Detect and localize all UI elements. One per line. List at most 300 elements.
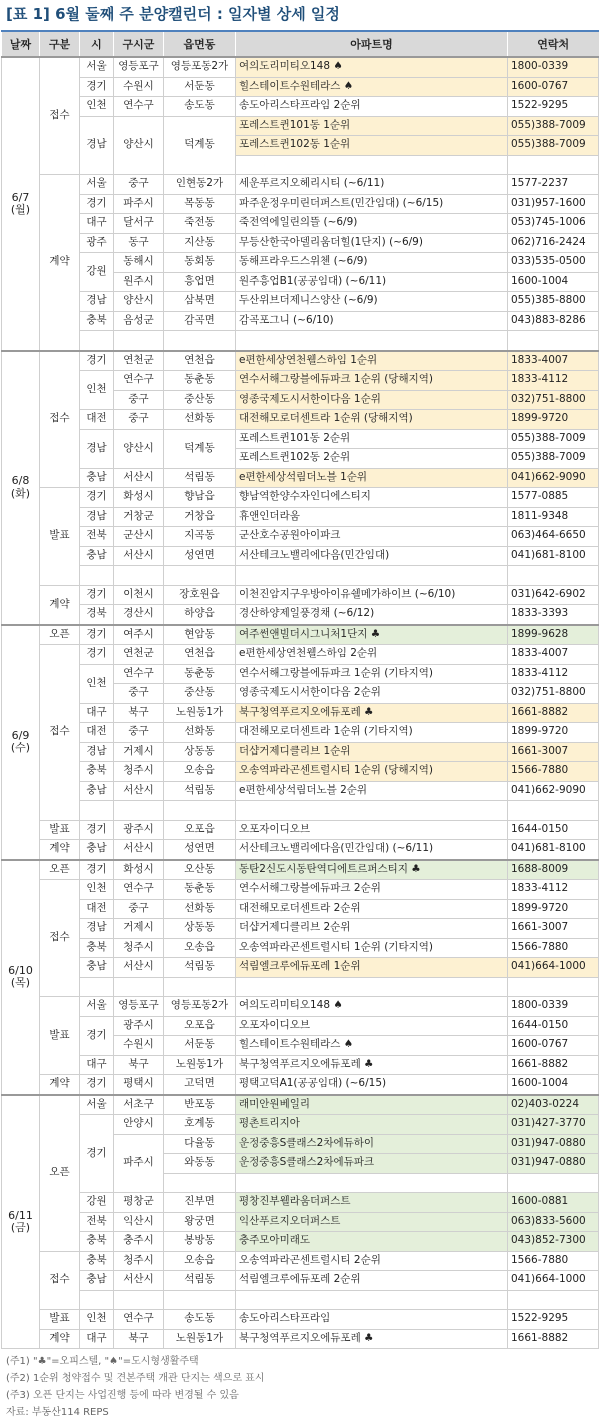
city-cell: 경기 [80, 351, 114, 371]
district-cell: 이천시 [114, 585, 164, 605]
apartment-name-cell: 포레스트퀸101동 2순위 [236, 429, 508, 449]
apartment-name-cell: 평창진부웰라움더퍼스트 [236, 1193, 508, 1213]
apartment-name-cell: 무등산한국아델리움더힐(1단지) (~6/9) [236, 233, 508, 253]
apartment-name-cell: 여주썬앤빌더시그니처1단지 ♣ [236, 625, 508, 645]
table-row [2, 1232, 599, 1252]
table-row [2, 57, 599, 77]
contact-cell: 1600-1004 [508, 272, 599, 292]
contact-cell: 033)535-0500 [508, 253, 599, 273]
table-row [2, 723, 599, 743]
district-cell: 영등포구 [114, 57, 164, 77]
table-row [2, 703, 599, 723]
city-cell: 경기 [80, 1115, 114, 1193]
table-row [2, 1055, 599, 1075]
contact-cell: 1833-4112 [508, 880, 599, 900]
city-cell: 충남 [80, 840, 114, 860]
contact-cell [508, 977, 599, 997]
town-cell: 서둔동 [164, 1036, 236, 1056]
district-cell: 경산시 [114, 605, 164, 625]
city-cell: 충남 [80, 468, 114, 488]
district-cell: 안양시 [114, 1115, 164, 1135]
table-row [2, 527, 599, 547]
contact-cell: 041)681-8100 [508, 546, 599, 566]
table-row [2, 977, 599, 997]
category-cell: 발표 [40, 488, 80, 586]
table-row [2, 664, 599, 684]
town-cell: 노원동1가 [164, 703, 236, 723]
town-cell [164, 566, 236, 586]
apartment-name-cell: 포레스트퀸101동 1순위 [236, 116, 508, 136]
district-cell: 서산시 [114, 958, 164, 978]
district-cell: 연수구 [114, 664, 164, 684]
table-row [2, 899, 599, 919]
contact-cell: 041)662-9090 [508, 781, 599, 801]
district-cell: 음성군 [114, 311, 164, 331]
apartment-name-cell: 영종국제도시서한이다음 2순위 [236, 684, 508, 704]
contact-cell: 1644-0150 [508, 1016, 599, 1036]
city-cell: 경남 [80, 507, 114, 527]
contact-cell: 1661-8882 [508, 1055, 599, 1075]
city-cell: 경기 [80, 860, 114, 880]
city-cell: 대전 [80, 899, 114, 919]
apartment-name-cell: 송도아리스타프라임 [236, 1310, 508, 1330]
district-cell: 중구 [114, 410, 164, 430]
table-row [2, 1310, 599, 1330]
district-cell: 광주시 [114, 820, 164, 840]
district-cell: 익산시 [114, 1212, 164, 1232]
district-cell [114, 331, 164, 351]
table-row [2, 351, 599, 371]
town-cell: 인현동2가 [164, 175, 236, 195]
apartment-name-cell: 충주모아미래도 [236, 1232, 508, 1252]
apartment-name-cell [236, 977, 508, 997]
table-row [2, 762, 599, 782]
table-row [2, 742, 599, 762]
town-cell: 감곡면 [164, 311, 236, 331]
contact-cell [508, 331, 599, 351]
city-cell: 충북 [80, 311, 114, 331]
contact-cell: 041)662-9090 [508, 468, 599, 488]
contact-cell [508, 1290, 599, 1310]
contact-cell: 043)852-7300 [508, 1232, 599, 1252]
town-cell: 노원동1가 [164, 1329, 236, 1349]
apartment-name-cell: 여의도리미티오148 ♠ [236, 997, 508, 1017]
town-cell: 목동동 [164, 194, 236, 214]
town-cell: 삼북면 [164, 292, 236, 312]
apartment-name-cell: 여의도리미티오148 ♠ [236, 57, 508, 77]
category-cell: 접수 [40, 645, 80, 821]
district-cell: 양산시 [114, 116, 164, 175]
table-row [2, 997, 599, 1017]
contact-cell: 1566-7880 [508, 762, 599, 782]
apartment-name-cell: 포레스트퀸102동 1순위 [236, 136, 508, 156]
district-cell: 원주시 [114, 272, 164, 292]
contact-cell: 1688-8009 [508, 860, 599, 880]
city-cell: 충북 [80, 1251, 114, 1271]
contact-cell: 1661-3007 [508, 742, 599, 762]
town-cell: 오포읍 [164, 820, 236, 840]
district-cell [114, 977, 164, 997]
table-row [2, 97, 599, 117]
apartment-name-cell: 운정중흥S클래스2차에듀하이 [236, 1134, 508, 1154]
table-row [2, 820, 599, 840]
district-cell [114, 1290, 164, 1310]
city-cell: 전북 [80, 1212, 114, 1232]
contact-cell: 02)403-0224 [508, 1095, 599, 1115]
city-cell: 경기 [80, 820, 114, 840]
town-cell [164, 801, 236, 821]
district-cell: 동해시 [114, 253, 164, 273]
district-cell: 서초구 [114, 1095, 164, 1115]
apartment-name-cell: 힐스테이트수원테라스 ♠ [236, 77, 508, 97]
table-row [2, 468, 599, 488]
table-row [2, 175, 599, 195]
apartment-name-cell: 석림엘크루에듀포레 1순위 [236, 958, 508, 978]
district-cell: 동구 [114, 233, 164, 253]
footnote: (주2) 1순위 청약접수 및 견본주택 개관 단지는 색으로 표시 [6, 1373, 265, 1384]
footnotes [0, 1349, 600, 1421]
apartment-name-cell: 더샵거제디클리브 2순위 [236, 919, 508, 939]
town-cell: 송도동 [164, 97, 236, 117]
contact-cell: 1833-4007 [508, 645, 599, 665]
category-cell: 접수 [40, 1251, 80, 1310]
town-cell: 중산동 [164, 684, 236, 704]
table-header-row [2, 31, 599, 57]
apartment-name-cell: 감곡포그니 (~6/10) [236, 311, 508, 331]
town-cell: 향남읍 [164, 488, 236, 508]
apartment-name-cell: 석림엘크루에듀포레 2순위 [236, 1271, 508, 1291]
city-cell: 충남 [80, 781, 114, 801]
category-cell: 계약 [40, 585, 80, 625]
city-cell: 인천 [80, 97, 114, 117]
contact-cell: 1899-9720 [508, 723, 599, 743]
city-cell: 충북 [80, 938, 114, 958]
town-cell: 성연면 [164, 546, 236, 566]
town-cell: 오송읍 [164, 1251, 236, 1271]
town-cell: 죽전동 [164, 214, 236, 234]
town-cell [164, 1290, 236, 1310]
town-cell [164, 977, 236, 997]
city-cell: 인천 [80, 1310, 114, 1330]
contact-cell: 1661-3007 [508, 919, 599, 939]
table-title: [표 1] 6월 둘째 주 분양캘린더 : 일자별 상세 일정 [6, 5, 340, 23]
town-cell: 하양읍 [164, 605, 236, 625]
table-row [2, 781, 599, 801]
district-cell: 연수구 [114, 880, 164, 900]
header-city: 시 [80, 31, 114, 57]
contact-cell: 1833-4007 [508, 351, 599, 371]
table-row [2, 1329, 599, 1349]
district-cell: 북구 [114, 1055, 164, 1075]
contact-cell: 041)664-1000 [508, 958, 599, 978]
district-cell: 서산시 [114, 1271, 164, 1291]
city-cell: 대전 [80, 723, 114, 743]
contact-cell: 1577-2237 [508, 175, 599, 195]
apartment-name-cell: e편한세상석림더노블 1순위 [236, 468, 508, 488]
apartment-name-cell: 대전해모로더센트라 1순위 (기타지역) [236, 723, 508, 743]
city-cell: 강원 [80, 253, 114, 292]
district-cell: 거제시 [114, 919, 164, 939]
date-cell: 6/10 (목) [2, 860, 40, 1095]
category-cell: 계약 [40, 175, 80, 351]
town-cell: 덕계동 [164, 429, 236, 468]
apartment-name-cell: 세운푸르지오헤리시티 (~6/11) [236, 175, 508, 195]
contact-cell: 062)716-2424 [508, 233, 599, 253]
district-cell [114, 801, 164, 821]
table-row [2, 429, 599, 449]
town-cell: 왕궁면 [164, 1212, 236, 1232]
table-row [2, 331, 599, 351]
apartment-name-cell: 북구청역푸르지오에듀포레 ♣ [236, 1055, 508, 1075]
town-cell: 석림동 [164, 468, 236, 488]
city-cell: 서울 [80, 57, 114, 77]
city-cell: 대구 [80, 1055, 114, 1075]
footnote: (주3) 오픈 단지는 사업진행 등에 따라 변경될 수 있음 [6, 1390, 239, 1401]
district-cell: 서산시 [114, 840, 164, 860]
contact-cell: 1833-3393 [508, 605, 599, 625]
apartment-name-cell: 오포자이디오브 [236, 820, 508, 840]
table-row [2, 919, 599, 939]
district-cell: 서산시 [114, 781, 164, 801]
city-cell: 경기 [80, 645, 114, 665]
contact-cell: 1600-0767 [508, 1036, 599, 1056]
apartment-name-cell: 서산테크노밸리에다음(민간임대) (~6/11) [236, 840, 508, 860]
contact-cell: 1899-9628 [508, 625, 599, 645]
district-cell: 중구 [114, 175, 164, 195]
table-row [2, 507, 599, 527]
table-row [2, 1016, 599, 1036]
apartment-name-cell: 군산호수공원아이파크 [236, 527, 508, 547]
table-row [2, 566, 599, 586]
table-row [2, 253, 599, 273]
table-row [2, 645, 599, 665]
contact-cell: 1522-9295 [508, 97, 599, 117]
apartment-name-cell: 죽전역에일린의뜰 (~6/9) [236, 214, 508, 234]
district-cell: 화성시 [114, 860, 164, 880]
contact-cell [508, 566, 599, 586]
contact-cell: 031)947-0880 [508, 1154, 599, 1174]
district-cell: 북구 [114, 703, 164, 723]
table-row [2, 625, 599, 645]
district-cell [114, 566, 164, 586]
apartment-name-cell: 연수서해그랑블에듀파크 1순위 (기타지역) [236, 664, 508, 684]
district-cell: 청주시 [114, 762, 164, 782]
table-row [2, 1271, 599, 1291]
city-cell: 충남 [80, 1271, 114, 1291]
city-cell: 경남 [80, 116, 114, 175]
contact-cell: 1600-0767 [508, 77, 599, 97]
table-row [2, 605, 599, 625]
city-cell: 충북 [80, 762, 114, 782]
category-cell: 발표 [40, 1310, 80, 1330]
town-cell: 다율동 [164, 1134, 236, 1154]
contact-cell: 031)427-3770 [508, 1115, 599, 1135]
town-cell: 지산동 [164, 233, 236, 253]
town-cell: 오산동 [164, 860, 236, 880]
contact-cell: 032)751-8800 [508, 390, 599, 410]
district-cell: 거제시 [114, 742, 164, 762]
table-row [2, 1115, 599, 1135]
town-cell: 동춘동 [164, 880, 236, 900]
town-cell: 선화동 [164, 899, 236, 919]
contact-cell: 055)388-7009 [508, 429, 599, 449]
apartment-name-cell: 오송역파라곤센트럴시티 1순위 (기타지역) [236, 938, 508, 958]
town-cell: 반포동 [164, 1095, 236, 1115]
apartment-name-cell: 파주운정우미린더퍼스트(민간임대) (~6/15) [236, 194, 508, 214]
apartment-name-cell: 오송역파라곤센트럴시티 2순위 [236, 1251, 508, 1271]
district-cell: 북구 [114, 1329, 164, 1349]
district-cell: 중구 [114, 684, 164, 704]
city-cell: 경기 [80, 77, 114, 97]
city-cell: 대구 [80, 214, 114, 234]
apartment-name-cell [236, 1173, 508, 1193]
table-row [2, 840, 599, 860]
town-cell [164, 1173, 236, 1193]
city-cell [80, 1290, 114, 1310]
contact-cell: 031)947-0880 [508, 1134, 599, 1154]
city-cell [80, 331, 114, 351]
town-cell: 선화동 [164, 410, 236, 430]
district-cell: 연천군 [114, 645, 164, 665]
town-cell: 송도동 [164, 1310, 236, 1330]
apartment-name-cell: 두산위브더제니스양산 (~6/9) [236, 292, 508, 312]
table-row [2, 1290, 599, 1310]
table-row [2, 585, 599, 605]
contact-cell: 1800-0339 [508, 997, 599, 1017]
apartment-name-cell: 동탄2신도시동탄역디에트르퍼스티지 ♣ [236, 860, 508, 880]
district-cell: 영등포구 [114, 997, 164, 1017]
city-cell: 인천 [80, 880, 114, 900]
city-cell: 경기 [80, 1075, 114, 1095]
town-cell: 상동동 [164, 742, 236, 762]
contact-cell: 1661-8882 [508, 703, 599, 723]
category-cell: 계약 [40, 1329, 80, 1349]
city-cell [80, 801, 114, 821]
district-cell: 연수구 [114, 371, 164, 391]
city-cell: 경기 [80, 194, 114, 214]
town-cell: 영등포동2가 [164, 997, 236, 1017]
district-cell: 파주시 [114, 1134, 164, 1193]
city-cell [80, 977, 114, 997]
town-cell: 석림동 [164, 781, 236, 801]
city-cell: 경남 [80, 919, 114, 939]
apartment-name-cell: 대전해모로더센트라 2순위 [236, 899, 508, 919]
town-cell: 동회동 [164, 253, 236, 273]
contact-cell: 053)745-1006 [508, 214, 599, 234]
town-cell: 상동동 [164, 919, 236, 939]
town-cell: 연천읍 [164, 645, 236, 665]
contact-cell: 055)388-7009 [508, 136, 599, 156]
contact-cell: 1811-9348 [508, 507, 599, 527]
header-contact: 연락처 [508, 31, 599, 57]
district-cell: 거창군 [114, 507, 164, 527]
city-cell: 대전 [80, 410, 114, 430]
category-cell: 오픈 [40, 625, 80, 645]
town-cell: 서둔동 [164, 77, 236, 97]
table-row [2, 77, 599, 97]
city-cell: 인천 [80, 371, 114, 410]
apartment-name-cell: 동해프라우드스위첸 (~6/9) [236, 253, 508, 273]
category-cell: 계약 [40, 840, 80, 860]
city-cell: 전북 [80, 527, 114, 547]
town-cell: 동춘동 [164, 664, 236, 684]
apartment-name-cell: 오송역파라곤센트럴시티 1순위 (당해지역) [236, 762, 508, 782]
contact-cell: 1577-0885 [508, 488, 599, 508]
table-row [2, 938, 599, 958]
town-cell: 석림동 [164, 958, 236, 978]
apartment-name-cell: 연수서해그랑블에듀파크 1순위 (당해지역) [236, 371, 508, 391]
table-row [2, 958, 599, 978]
district-cell: 평창군 [114, 1193, 164, 1213]
table-row [2, 1095, 599, 1115]
town-cell: 거창읍 [164, 507, 236, 527]
district-cell: 중구 [114, 899, 164, 919]
district-cell: 양산시 [114, 429, 164, 468]
city-cell: 경기 [80, 488, 114, 508]
table-row [2, 116, 599, 136]
table-row [2, 860, 599, 880]
city-cell: 경남 [80, 429, 114, 468]
category-cell: 접수 [40, 880, 80, 997]
city-cell: 인천 [80, 664, 114, 703]
apartment-name-cell [236, 155, 508, 175]
contact-cell: 1522-9295 [508, 1310, 599, 1330]
apartment-name-cell: 익산푸르지오더퍼스트 [236, 1212, 508, 1232]
town-cell: 선화동 [164, 723, 236, 743]
apartment-name-cell: 향남역한양수자인디에스티지 [236, 488, 508, 508]
town-cell: 중산동 [164, 390, 236, 410]
contact-cell [508, 801, 599, 821]
apartment-name-cell: 운정중흥S클래스2차에듀파크 [236, 1154, 508, 1174]
city-cell: 경남 [80, 292, 114, 312]
town-cell: 덕계동 [164, 116, 236, 175]
table-row [2, 292, 599, 312]
contact-cell: 055)385-8800 [508, 292, 599, 312]
category-cell: 오픈 [40, 860, 80, 880]
apartment-name-cell: 영종국제도시서한이다음 1순위 [236, 390, 508, 410]
town-cell: 오포읍 [164, 1016, 236, 1036]
district-cell: 중구 [114, 723, 164, 743]
contact-cell: 1899-9720 [508, 410, 599, 430]
apartment-name-cell: 연수서해그랑블에듀파크 2순위 [236, 880, 508, 900]
apartment-name-cell: 평택고덕A1(공공임대) (~6/15) [236, 1075, 508, 1095]
table-row [2, 311, 599, 331]
apartment-name-cell: 북구청역푸르지오에듀포레 ♣ [236, 1329, 508, 1349]
contact-cell: 043)883-8286 [508, 311, 599, 331]
contact-cell: 1566-7880 [508, 1251, 599, 1271]
town-cell: 진부면 [164, 1193, 236, 1213]
table-row [2, 214, 599, 234]
district-cell: 광주시 [114, 1016, 164, 1036]
table-row [2, 488, 599, 508]
contact-cell: 1899-9720 [508, 899, 599, 919]
source-note: 자료: 부동산114 REPS [6, 1407, 109, 1418]
contact-cell: 1833-4112 [508, 664, 599, 684]
city-cell: 서울 [80, 175, 114, 195]
apartment-name-cell: 북구청역푸르지오에듀포레 ♣ [236, 703, 508, 723]
contact-cell: 1600-1004 [508, 1075, 599, 1095]
town-cell: 지곡동 [164, 527, 236, 547]
district-cell: 청주시 [114, 1251, 164, 1271]
city-cell: 광주 [80, 233, 114, 253]
city-cell: 경기 [80, 625, 114, 645]
town-cell: 동춘동 [164, 371, 236, 391]
date-cell: 6/8 (화) [2, 351, 40, 625]
table-row [2, 546, 599, 566]
city-cell [80, 566, 114, 586]
contact-cell: 1800-0339 [508, 57, 599, 77]
table-row [2, 880, 599, 900]
